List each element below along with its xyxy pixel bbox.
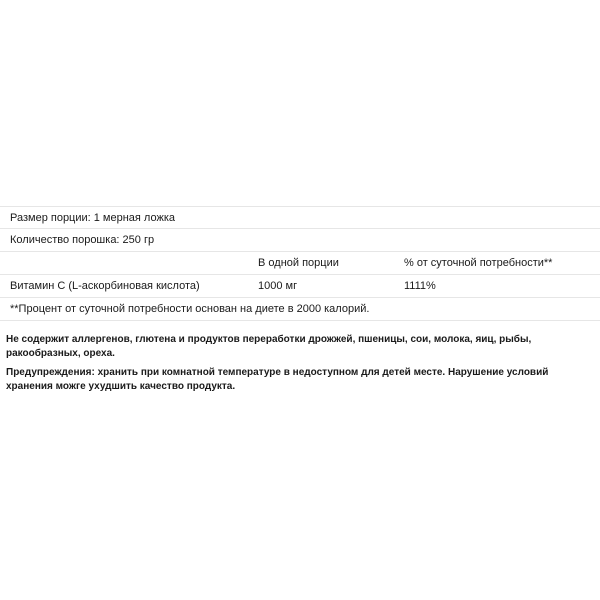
header-daily-value: % от суточной потребности** xyxy=(404,257,553,269)
allergen-note xyxy=(6,333,586,361)
nutrient-amount: 1000 мг xyxy=(258,280,298,292)
table-row xyxy=(0,275,600,298)
serving-size-text: Размер порции: 1 мерная ложка xyxy=(10,211,175,224)
header-per-serving: В одной порции xyxy=(258,257,339,269)
allergen-text: Не содержит аллергенов, глютена и продуктов переработки дрожжей, пшеницы, сои, молока, яиц, рыбы, ракообразных, ореха. xyxy=(6,334,532,359)
powder-amount-text: Количество порошка: 250 гр xyxy=(10,234,155,246)
powder-amount-row xyxy=(0,229,600,252)
warning-note xyxy=(6,366,586,394)
supplement-facts-table xyxy=(0,206,600,321)
footnote-text: **Процент от суточной потребности основан на диете в 2000 калорий. xyxy=(10,303,370,315)
footnote-row xyxy=(0,298,600,321)
nutrient-daily-value: 1111% xyxy=(404,280,436,292)
warning-text: Предупреждения: хранить при комнатной температуре в недоступном для детей месте. Нарушение условий хранения можге ухудшить качество продукта. xyxy=(6,367,549,392)
serving-size-row xyxy=(0,206,600,229)
nutrient-name: Витамин С (L-аскорбиновая кислота) xyxy=(10,280,200,292)
table-header-row xyxy=(0,252,600,275)
